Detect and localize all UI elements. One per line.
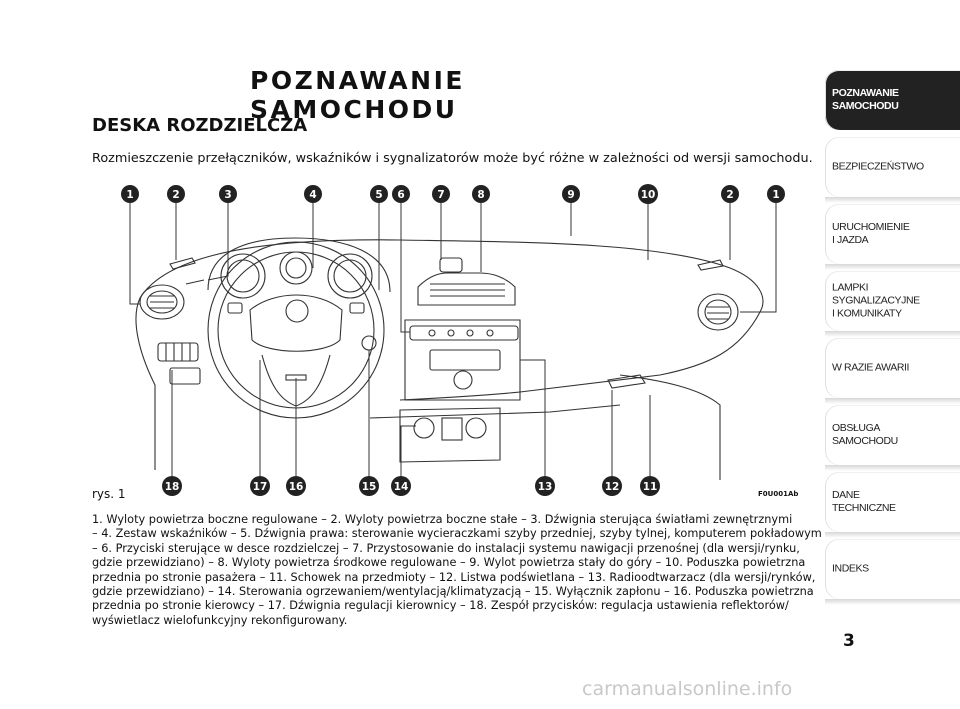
- svg-text:17: 17: [252, 481, 268, 493]
- tab-divider: [825, 398, 960, 404]
- callout-9: [562, 185, 580, 203]
- section-title: DESKA ROZDZIELCZA: [92, 115, 308, 136]
- callout-4: [304, 185, 322, 203]
- figure-label: rys. 1: [92, 487, 126, 501]
- tab-divider: [825, 331, 960, 337]
- svg-text:5: 5: [375, 189, 383, 201]
- tab-poznawanie-samochodu[interactable]: [825, 70, 960, 130]
- callout-3: [219, 185, 237, 203]
- callout-11: [640, 476, 660, 496]
- caption-line: przednia po stronie pasażera – 11. Schowek na przedmioty – 12. Listwa podświetlana – 13. Radioodtwarzacz (dla wersji/rynków,: [92, 570, 816, 584]
- tab-label: W RAZIE AWARII: [832, 361, 910, 374]
- tab-label: LAMPKI SYGNALIZACYJNE I KOMUNIKATY: [832, 281, 920, 320]
- callout-8: [472, 185, 490, 203]
- figure-caption: [92, 513, 822, 628]
- svg-text:7: 7: [437, 189, 445, 201]
- svg-text:1: 1: [772, 189, 780, 201]
- caption-line: – 4. Zestaw wskaźników – 5. Dźwignia prawa: sterowanie wycieraczkami szyby przedniej, szyby tylnej, komputerem pokładowym: [92, 527, 822, 541]
- svg-text:2: 2: [172, 189, 180, 201]
- callout-10: [638, 184, 658, 204]
- tab-label: OBSŁUGA SAMOCHODU: [832, 422, 898, 447]
- tab-divider: [825, 532, 960, 538]
- svg-text:1: 1: [126, 189, 134, 201]
- tab-divider: [825, 264, 960, 270]
- chapter-sidebar: [825, 70, 960, 606]
- caption-line: gdzie przewidziano) – 14. Sterowania ogrzewaniem/wentylacją/klimatyzacją – 15. Wyłącznik zapłonu – 16. Poduszka powietrzna: [92, 585, 814, 599]
- svg-text:3: 3: [224, 189, 232, 201]
- caption-line: gdzie przewidziano) – 8. Wyloty powietrza środkowe regulowane – 9. Wylot powietrza stały do góry – 10. Poduszka powietrzna: [92, 556, 806, 570]
- svg-text:14: 14: [393, 481, 409, 493]
- callout-12: [602, 476, 622, 496]
- tab-label: BEZPIECZEŃSTWO: [832, 160, 924, 173]
- tab-label: URUCHOMIENIE I JAZDA: [832, 221, 910, 246]
- svg-text:16: 16: [288, 481, 304, 493]
- callout-15: [359, 476, 379, 496]
- svg-text:2: 2: [726, 189, 734, 201]
- page-title: POZNAWANIE SAMOCHODU: [250, 66, 465, 124]
- caption-line: przednia po stronie kierowcy – 17. Dźwignia regulacji kierownicy – 18. Zespół przycisków: regulacja ustawienia reflektorów/: [92, 599, 789, 613]
- callout-5: [370, 185, 388, 203]
- svg-text:18: 18: [164, 481, 180, 493]
- tab-lampki-sygnalizacyjne[interactable]: [825, 271, 960, 331]
- page-number: 3: [843, 631, 855, 651]
- tab-label: POZNAWANIE SAMOCHODU: [832, 87, 899, 112]
- svg-text:4: 4: [309, 189, 317, 201]
- svg-text:12: 12: [604, 481, 620, 493]
- svg-text:6: 6: [397, 189, 405, 201]
- svg-text:13: 13: [537, 481, 553, 493]
- callout-1-right: [767, 185, 785, 203]
- callout-1: [121, 185, 139, 203]
- caption-line: wyświetlacz wielofunkcyjny rekonfigurowany.: [92, 613, 348, 627]
- tab-label: INDEKS: [832, 562, 869, 575]
- caption-line: – 6. Przyciski sterujące w desce rozdzielczej – 7. Przystosowanie do instalacji systemu nawigacji przenośnej (dla wersji/rynku,: [92, 541, 800, 555]
- watermark: carmanualsonline.info: [582, 678, 793, 700]
- callout-6: [392, 185, 410, 203]
- callout-2: [167, 185, 185, 203]
- tab-divider: [825, 599, 960, 605]
- callout-14: [391, 476, 411, 496]
- svg-text:11: 11: [642, 481, 658, 493]
- tab-w-razie-awarii[interactable]: [825, 338, 960, 398]
- callout-16: [286, 476, 306, 496]
- callout-17: [250, 476, 270, 496]
- callout-7: [432, 185, 450, 203]
- tab-obsluga-samochodu[interactable]: [825, 405, 960, 465]
- callout-2-right: [721, 185, 739, 203]
- svg-text:10: 10: [640, 189, 656, 201]
- dashboard-illustration: [100, 180, 800, 500]
- tab-divider: [825, 197, 960, 203]
- caption-line: 1. Wyloty powietrza boczne regulowane – 2. Wyloty powietrza boczne stałe – 3. Dźwignia sterująca światłami zewnętrznymi: [92, 513, 793, 526]
- callout-13: [535, 476, 555, 496]
- svg-text:15: 15: [361, 481, 377, 493]
- tab-dane-techniczne[interactable]: [825, 472, 960, 532]
- tab-label: DANE TECHNICZNE: [832, 489, 896, 514]
- tab-divider: [825, 465, 960, 471]
- intro-text: Rozmieszczenie przełączników, wskaźników i sygnalizatorów może być różne w zależności od wersji samochodu.: [92, 151, 813, 166]
- svg-text:9: 9: [567, 189, 575, 201]
- figure-code: F0U001Ab: [758, 490, 799, 498]
- tab-bezpieczenstwo[interactable]: [825, 137, 960, 197]
- tab-uruchomienie-i-jazda[interactable]: [825, 204, 960, 264]
- tab-indeks[interactable]: [825, 539, 960, 599]
- svg-text:8: 8: [477, 189, 485, 201]
- callout-18: [162, 476, 182, 496]
